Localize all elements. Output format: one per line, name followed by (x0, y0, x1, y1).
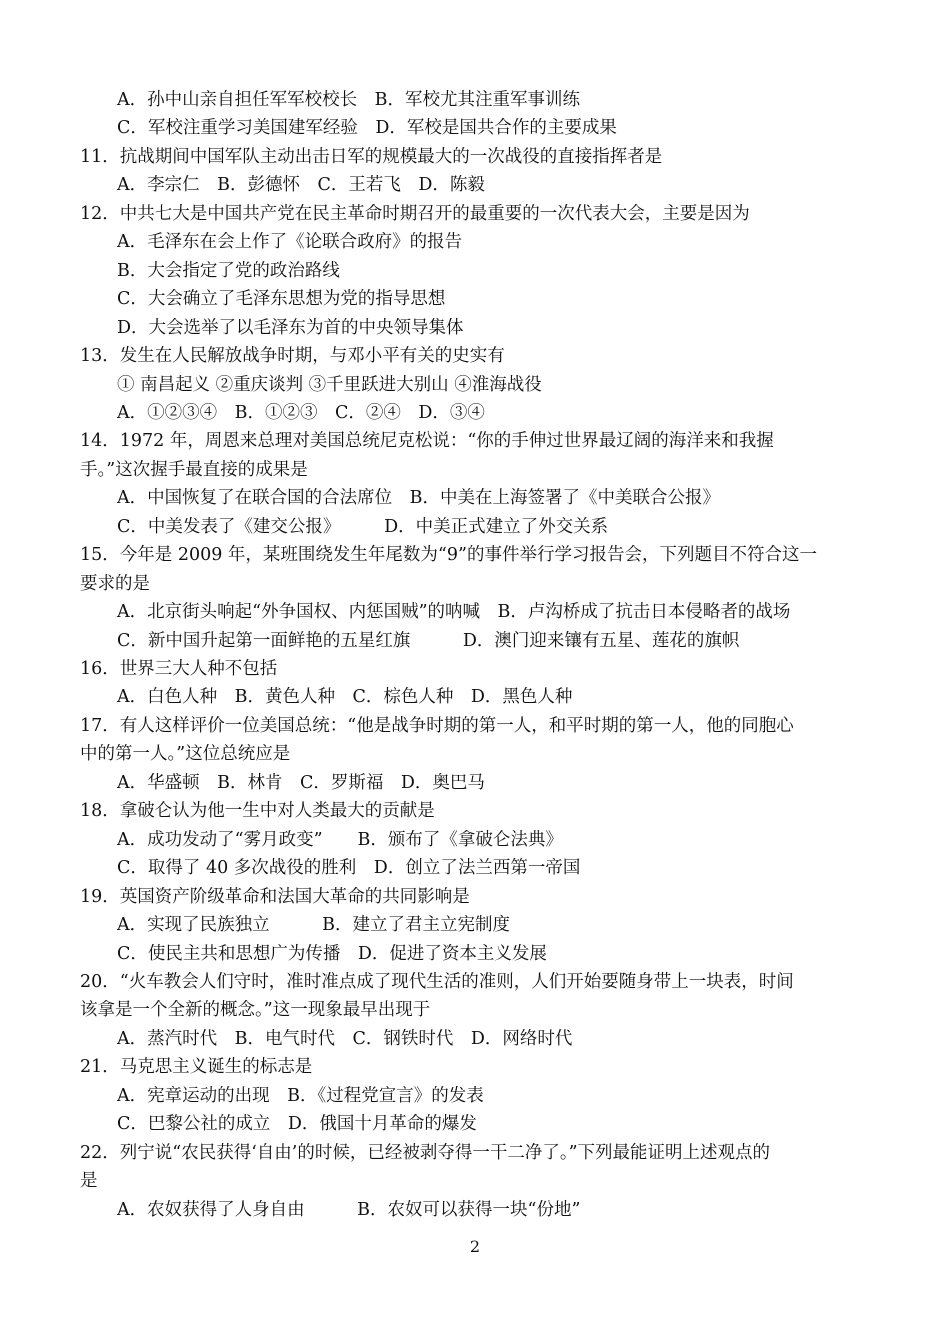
answer-option-line: A．宪章运动的出现 B．《过程党宣言》的发表 (117, 1085, 484, 1106)
answer-option-line: C．新中国升起第一面鲜艳的五星红旗 D．澳门迎来镶有五星、莲花的旗帜 (117, 630, 740, 651)
answer-option-line: A．成功发动了“雾月政变” B．颁布了《拿破仑法典》 (117, 829, 563, 850)
question-line: 22．列宁说“农民获得‘自由’的时候，已经被剥夺得一干二净了。”下列最能证明上述观点的 (80, 1142, 771, 1163)
answer-option-line: A．孙中山亲自担任军军校校长 B．军校尤其注重军事训练 (117, 90, 580, 110)
question-line: 11．抗战期间中国军队主动出击日军的规模最大的一次战役的直接指挥者是 (80, 146, 663, 167)
answer-option-line: A．毛泽东在会上作了《论联合政府》的报告 (117, 232, 463, 253)
answer-option-line: A．华盛顿 B．林肯 C．罗斯福 D．奥巴马 (117, 772, 485, 793)
answer-option-line: A．蒸汽时代 B．电气时代 C．钢铁时代 D．网络时代 (117, 1028, 573, 1049)
answer-option-line: A．北京街头响起“外争国权、内惩国贼”的呐喊 B．卢沟桥成了抗击日本侵略者的战场 (117, 602, 791, 623)
question-line: 手。”这次握手最直接的成果是 (80, 459, 308, 480)
answer-option-line: C．中美发表了《建交公报》 D．中美正式建立了外交关系 (117, 516, 609, 537)
page-number: 2 (469, 1237, 481, 1256)
answer-option-line: A．中国恢复了在联合国的合法席位 B．中美在上海签署了《中美联合公报》 (117, 488, 720, 509)
answer-option-line: A．白色人种 B．黄色人种 C．棕色人种 D．黑色人种 (117, 687, 573, 708)
answer-option-line: C．军校注重学习美国建军经验 D．军校是国共合作的主要成果 (117, 118, 617, 139)
answer-option-line: A．实现了民族独立 B．建立了君主立宪制度 (117, 915, 510, 936)
question-line: 中的第一人。”这位总统应是 (80, 744, 291, 765)
question-line: 18．拿破仑认为他一生中对人类最大的贡献是 (80, 801, 435, 822)
answer-option-line: A．农奴获得了人身自由 B．农奴可以获得一块“份地” (117, 1199, 581, 1220)
question-line: 20．“火车教会人们守时，准时准点成了现代生活的准则，人们开始要随身带上一块表，时间 (80, 971, 794, 992)
question-line: 21．马克思主义诞生的标志是 (80, 1057, 313, 1078)
answer-option-line: C．使民主共和思想广为传播 D．促进了资本主义发展 (117, 943, 547, 964)
question-line: 是 (80, 1171, 98, 1192)
answer-option-line: A．①②③④ B．①②③ C．②④ D．③④ (117, 402, 485, 423)
answer-option-line: A．李宗仁 B．彭德怀 C．王若飞 D．陈毅 (117, 175, 485, 196)
answer-option-line: ① 南昌起义 ②重庆谈判 ③千里跃进大别山 ④淮海战役 (117, 374, 542, 395)
answer-option-line: B．大会指定了党的政治路线 (117, 260, 340, 281)
question-line: 要求的是 (80, 573, 150, 594)
question-line: 16．世界三大人种不包括 (80, 659, 278, 679)
question-line: 14．1972 年，周恩来总理对美国总统尼克松说：“你的手伸过世界最辽阔的海洋来和我握 (80, 431, 774, 452)
answer-option-line: C．巴黎公社的成立 D．俄国十月革命的爆发 (117, 1114, 477, 1135)
question-line: 15．今年是 2009 年，某班围绕发生年尾数为“9”的事件举行学习报告会，下列题目不符合这一 (80, 545, 817, 566)
answer-option-line: D．大会选举了以毛泽东为首的中央领导集体 (117, 317, 464, 338)
answer-option-line: C．大会确立了毛泽东思想为党的指导思想 (117, 289, 446, 310)
question-line: 17．有人这样评价一位美国总统：“他是战争时期的第一人，和平时期的第一人，他的同胞心 (80, 715, 794, 736)
question-line: 12．中共七大是中国共产党在民主革命时期召开的最重要的一次代表大会，主要是因为 (80, 203, 750, 224)
question-line: 13．发生在人民解放战争时期，与邓小平有关的史实有 (80, 346, 505, 367)
answer-option-line: C．取得了 40 多次战役的胜利 D．创立了法兰西第一帝国 (117, 858, 581, 879)
question-line: 19．英国资产阶级革命和法国大革命的共同影响是 (80, 886, 470, 907)
question-line: 该拿是一个全新的概念。”这一现象最早出现于 (80, 1000, 431, 1021)
